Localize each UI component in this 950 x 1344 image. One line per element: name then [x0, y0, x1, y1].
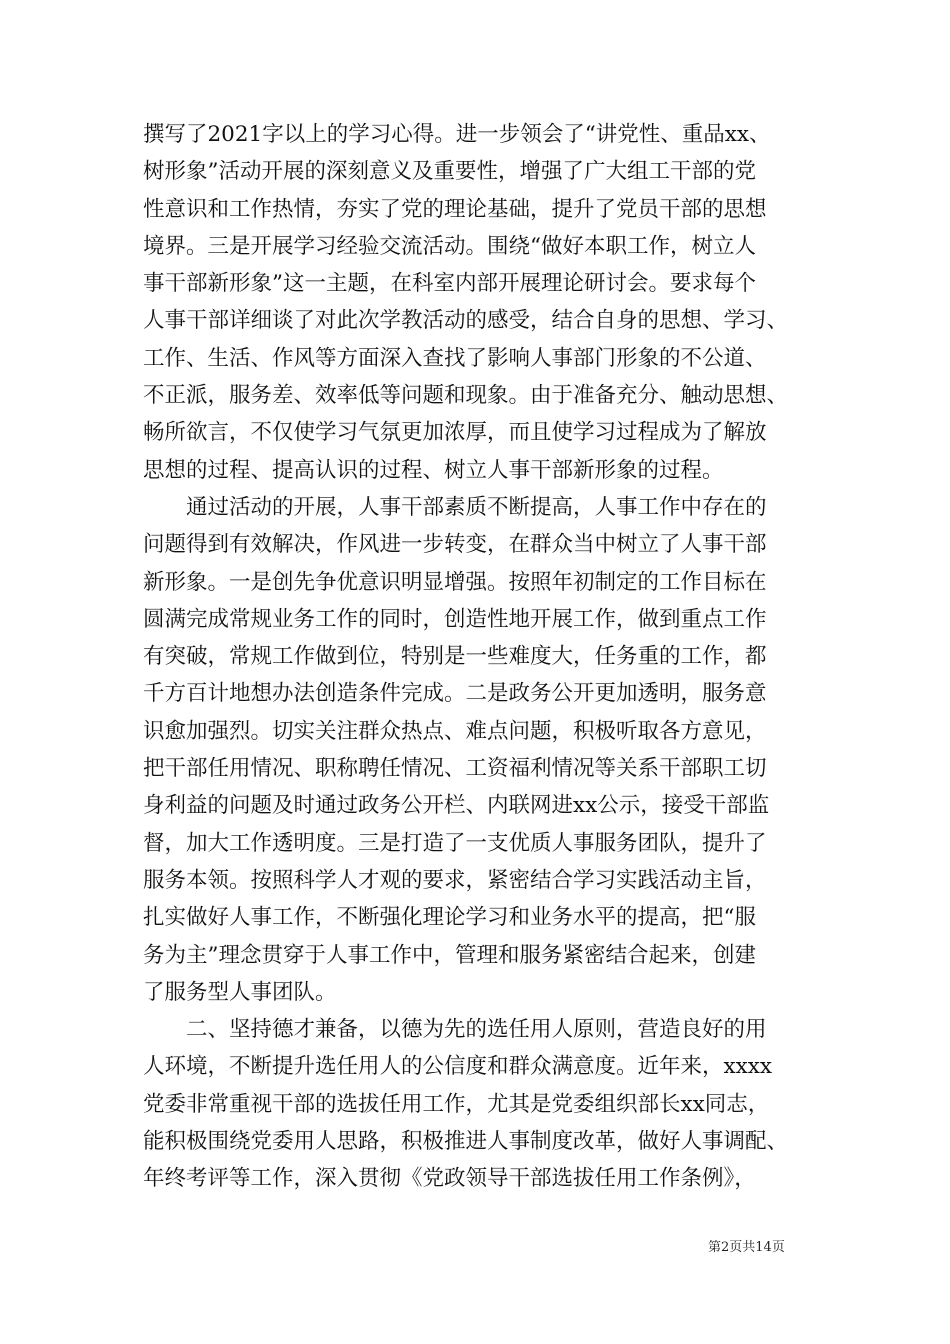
text-line: 服务本领。按照科学人才观的要求，紧密结合学习实践活动主旨，: [143, 867, 767, 893]
text-line: 工作、生活、作风等方面深入查找了影响人事部门形象的不公道、: [143, 345, 767, 371]
text-line: 年终考评等工作，深入贯彻《党政领导干部选拔任用工作条例》，: [143, 1166, 756, 1192]
paragraph-first-line: 二、坚持德才兼备，以德为先的选任用人原则，营造良好的用: [186, 1017, 767, 1043]
text-line: 把干部任用情况、职称聘任情况、工资福利情况等关系干部职工切: [143, 756, 767, 782]
text-line: 有突破，常规工作做到位，特别是一些难度大，任务重的工作，都: [143, 644, 767, 670]
text-line: 了服务型人事团队。: [143, 979, 337, 1005]
text-line: 人事干部详细谈了对此次学教活动的感受，结合自身的思想、学习、: [143, 308, 789, 334]
text-line: 思想的过程、提高认识的过程、树立人事干部新形象的过程。: [143, 457, 724, 483]
text-line: 畅所欲言，不仅使学习气氛更加浓厚，而且使学习过程成为了解放: [143, 420, 767, 446]
text-line: 境界。三是开展学习经验交流活动。围绕“做好本职工作，树立人: [143, 233, 756, 259]
paragraph-first-line: 通过活动的开展，人事干部素质不断提高，人事工作中存在的: [186, 494, 767, 520]
text-line: 督，加大工作透明度。三是打造了一支优质人事服务团队，提升了: [143, 830, 767, 856]
text-line: 树形象”活动开展的深刻意义及重要性，增强了广大组工干部的党: [143, 159, 756, 185]
text-line: 性意识和工作热情，夯实了党的理论基础，提升了党员干部的思想: [143, 196, 767, 222]
text-line: 身利益的问题及时通过政务公开栏、内联网进xx公示，接受干部监: [143, 793, 770, 819]
text-line: 不正派，服务差、效率低等问题和现象。由于准备充分、触动思想、: [143, 383, 789, 409]
text-line: 新形象。一是创先争优意识明显增强。按照年初制定的工作目标在: [143, 569, 767, 595]
page-number: 第2页共14页: [708, 1240, 785, 1255]
text-line: 千方百计地想办法创造条件完成。二是政务公开更加透明，服务意: [143, 681, 767, 707]
text-line: 圆满完成常规业务工作的同时，创造性地开展工作，做到重点工作: [143, 606, 767, 632]
text-line: 党委非常重视干部的选拔任用工作，尤其是党委组织部长xx同志，: [143, 1091, 770, 1117]
text-line: 人环境，不断提升选任用人的公信度和群众满意度。近年来，xxxx: [143, 1054, 773, 1080]
text-line: 问题得到有效解决，作风进一步转变，在群众当中树立了人事干部: [143, 532, 767, 558]
text-line: 撰写了2021字以上的学习心得。进一步领会了“讲党性、重品xx、: [143, 122, 771, 147]
text-line: 扎实做好人事工作，不断强化理论学习和业务水平的提高，把“服: [143, 905, 756, 931]
text-line: 识愈加强烈。切实关注群众热点、难点问题，积极听取各方意见，: [143, 718, 767, 744]
text-line: 能积极围绕党委用人思路，积极推进人事制度改革，做好人事调配、: [143, 1129, 789, 1155]
text-line: 务为主”理念贯穿于人事工作中，管理和服务紧密结合起来，创建: [143, 942, 756, 968]
body-text: [143, 116, 811, 1198]
text-line: 事干部新形象”这一主题，在科室内部开展理论研讨会。要求每个: [143, 271, 756, 297]
